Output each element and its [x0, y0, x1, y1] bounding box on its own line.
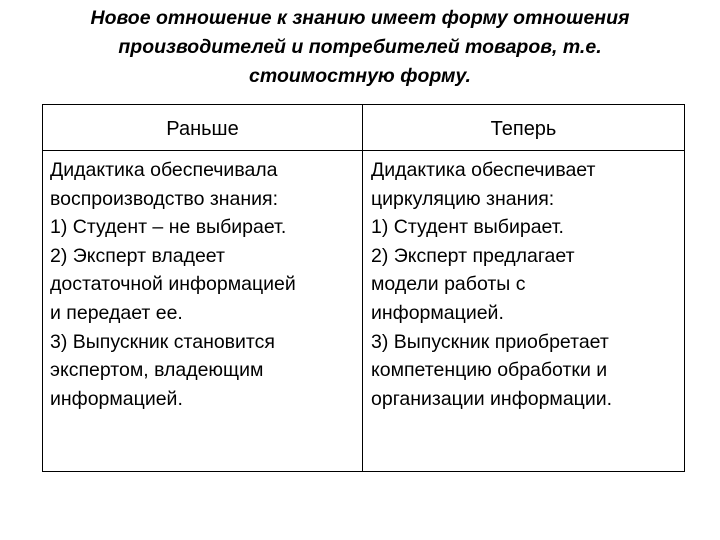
before-line: 3) Выпускник становится [50, 330, 275, 353]
table-header-row [43, 105, 685, 151]
after-line: 2) Эксперт предлагает [371, 244, 575, 267]
column-header-before: Раньше [43, 105, 363, 151]
after-line: Дидактика обеспечивает [371, 159, 596, 181]
after-line: 1) Студент выбирает. [371, 216, 564, 239]
before-line: достаточной информацией [50, 273, 296, 296]
after-line: информацией. [371, 301, 504, 324]
after-line: модели работы с [371, 273, 526, 296]
after-cell [363, 151, 685, 472]
comparison-table [42, 104, 685, 472]
before-line: 1) Студент – не выбирает. [50, 216, 287, 239]
after-line: организации информации. [371, 387, 613, 410]
title-line: стоимостную форму. [249, 65, 471, 87]
title-line: Новое отношение к знанию имеет форму отношения [90, 7, 630, 29]
before-line: экспертом, владеющим [50, 359, 264, 382]
before-line: информацией. [50, 387, 183, 410]
slide-title [40, 4, 680, 91]
before-line: воспроизводство знания: [50, 187, 279, 210]
after-line: компетенцию обработки и [371, 359, 608, 382]
before-line: и передает ее. [50, 301, 183, 324]
before-line: Дидактика обеспечивала [50, 159, 278, 181]
title-line: производителей и потребителей товаров, т.е. [118, 36, 602, 58]
column-header-after: Теперь [363, 105, 685, 151]
after-line: циркуляцию знания: [371, 187, 555, 210]
before-line: 2) Эксперт владеет [50, 244, 225, 267]
before-cell [43, 151, 363, 472]
table-row [43, 151, 685, 472]
after-line: 3) Выпускник приобретает [371, 330, 609, 353]
